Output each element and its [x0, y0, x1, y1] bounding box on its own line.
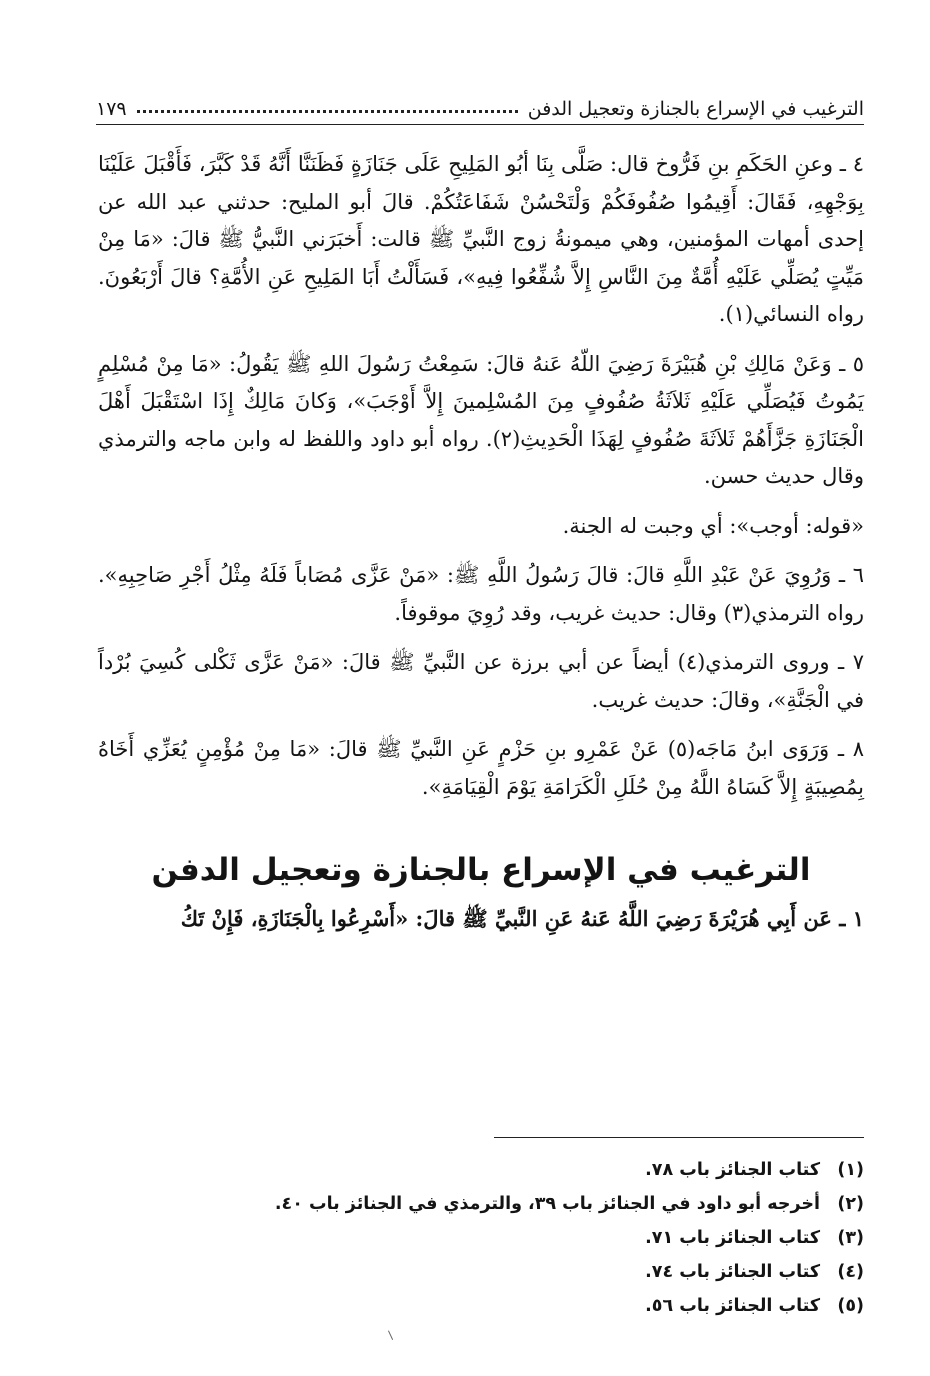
footnote-number: (٥) — [837, 1296, 864, 1316]
footnote — [98, 1153, 864, 1187]
gloss-note: «قوله: أوجب»: أي وجبت له الجنة. — [562, 513, 864, 538]
footnote-text: كتاب الجنائز باب ٧٤. — [645, 1262, 820, 1282]
footnote — [98, 1289, 864, 1323]
footnote-text: كتاب الجنائز باب ٧١. — [645, 1228, 820, 1248]
leader-dots — [137, 110, 518, 113]
section-heading: الترغيب في الإسراع بالجنازة وتعجيل الدفن — [151, 852, 811, 888]
hadith-6: ٦ ـ وَرُوِيَ عَنْ عَبْدِ اللَّهِ قالَ: قالَ رَسُولُ اللَّهِ ﷺ: «مَنْ عَزَّى مُصَاباً فَلَهُ مِثْلُ أَجْرِ صَاحِبِهِ». رواه الترمذي(٣) وقال: حديث غريب، وقد رُوِيَ موقوفاً. — [98, 563, 864, 625]
footnote-rule — [494, 1137, 864, 1138]
footnote-number: (٣) — [837, 1228, 864, 1248]
footnote-text: كتاب الجنائز باب ٧٨. — [645, 1160, 820, 1180]
footnote — [98, 1187, 864, 1221]
header-rule — [96, 124, 864, 125]
footnotes — [98, 1153, 864, 1323]
footnote — [98, 1221, 864, 1255]
running-header — [96, 86, 864, 120]
footnote-text: كتاب الجنائز باب ٥٦. — [645, 1296, 820, 1316]
running-title: الترغيب في الإسراع بالجنازة وتعجيل الدفن — [527, 98, 864, 120]
page-number: ١٧٩ — [96, 98, 127, 120]
hadith-5: ٥ ـ وَعَنْ مَالِكِ بْنِ هُبَيْرَةَ رَضِيَ اللّهُ عَنهُ قالَ: سَمِعْتُ رَسُولَ اللهِ ﷺ يَقُولُ: «مَا مِنْ مُسْلِمٍ يَمُوتُ فَيُصَلِّي عَلَيْهِ ثَلاَثَةُ صُفُوفٍ مِنَ المُسْلِمينَ إِلاَّ أَوْجَبَ»، وَكانَ مَالِكٌ إِذَا اسْتَقْبَلَ أَهْلَ الْجَنَازَةِ جَزَّأَهُمْ ثَلاَثَةَ صُفُوفٍ لِهَذَا الْحَدِيثِ(٢). رواه أبو داود واللفظ له وابن ماجه والترمذي وقال حديث حسن. — [98, 351, 865, 488]
footnote-number: (٢) — [837, 1194, 864, 1214]
main-text — [98, 146, 864, 950]
section-hadith-1: ١ ـ عَن أَبِي هُرَيْرَةَ رَضِيَ اللَّهُ عَنهُ عَنِ النَّبيِّ ﷺ قالَ: «أَسْرِعُوا بِالْجَنَازَةِ، فَإِنْ تَكُ — [180, 906, 864, 931]
footnote — [98, 1255, 864, 1289]
footnote-number: (٤) — [837, 1262, 864, 1282]
footnote-number: (١) — [837, 1160, 864, 1180]
hadith-7: ٧ ـ وروى الترمذي(٤) أيضاً عن أبي برزة عن النَّبيِّ ﷺ قالَ: «مَنْ عَزَّى ثَكْلى كُسِيَ بُرْداً في الْجَنَّةِ»، وقالَ: حديث غريب. — [98, 650, 864, 712]
scan-mark — [388, 1330, 394, 1340]
hadith-8: ٨ ـ وَرَوَى ابنُ مَاجَه(٥) عَنْ عَمْرِو بنِ حَزْمٍ عَنِ النَّبيِّ ﷺ قالَ: «مَا مِنْ مُؤْمِنٍ يُعَزِّي أَخَاهُ بِمُصِيبَةٍ إِلاَّ كَسَاهُ اللَّهُ مِنْ حُلَلِ الْكَرَامَةِ يَوْمَ الْقِيَامَةِ». — [98, 737, 864, 799]
hadith-4: ٤ ـ وعنِ الحَكَمِ بنِ فَرُّوخ قال: صَلَّى بِنَا أبُو المَلِيحِ عَلَى جَنَازَةٍ فَظَنَنَّا أَنَّهُ قَدْ كَبَّرَ، فَأَقْبَلَ عَلَيْنَا بِوَجْهِهِ، فَقَالَ: أَقِيمُوا صُفُوفَكُمْ وَلْتَحْسُنْ شَفَاعَتُكُمْ. قالَ أبو المليح: حدثني عبد الله عن إحدى أمهات المؤمنين، وهي ميمونةُ زوج النَّبيِّ ﷺ قالت: أَخبَرَني النَّبيُّ ﷺ قالَ: «مَا مِنْ مَيِّتٍ يُصَلِّي عَلَيْهِ أُمَّةٌ مِنَ النَّاسِ إِلاَّ شُفِّعُوا فِيهِ»، فَسَأَلْتُ أَبَا المَلِيحِ عَنِ الأُمَّةِ؟ قالَ أَرْبَعُونَ. رواه النسائي(١). — [98, 152, 864, 326]
footnote-text: أخرجه أبو داود في الجنائز باب ٣٩، والترمذي في الجنائز باب ٤٠. — [274, 1194, 820, 1214]
